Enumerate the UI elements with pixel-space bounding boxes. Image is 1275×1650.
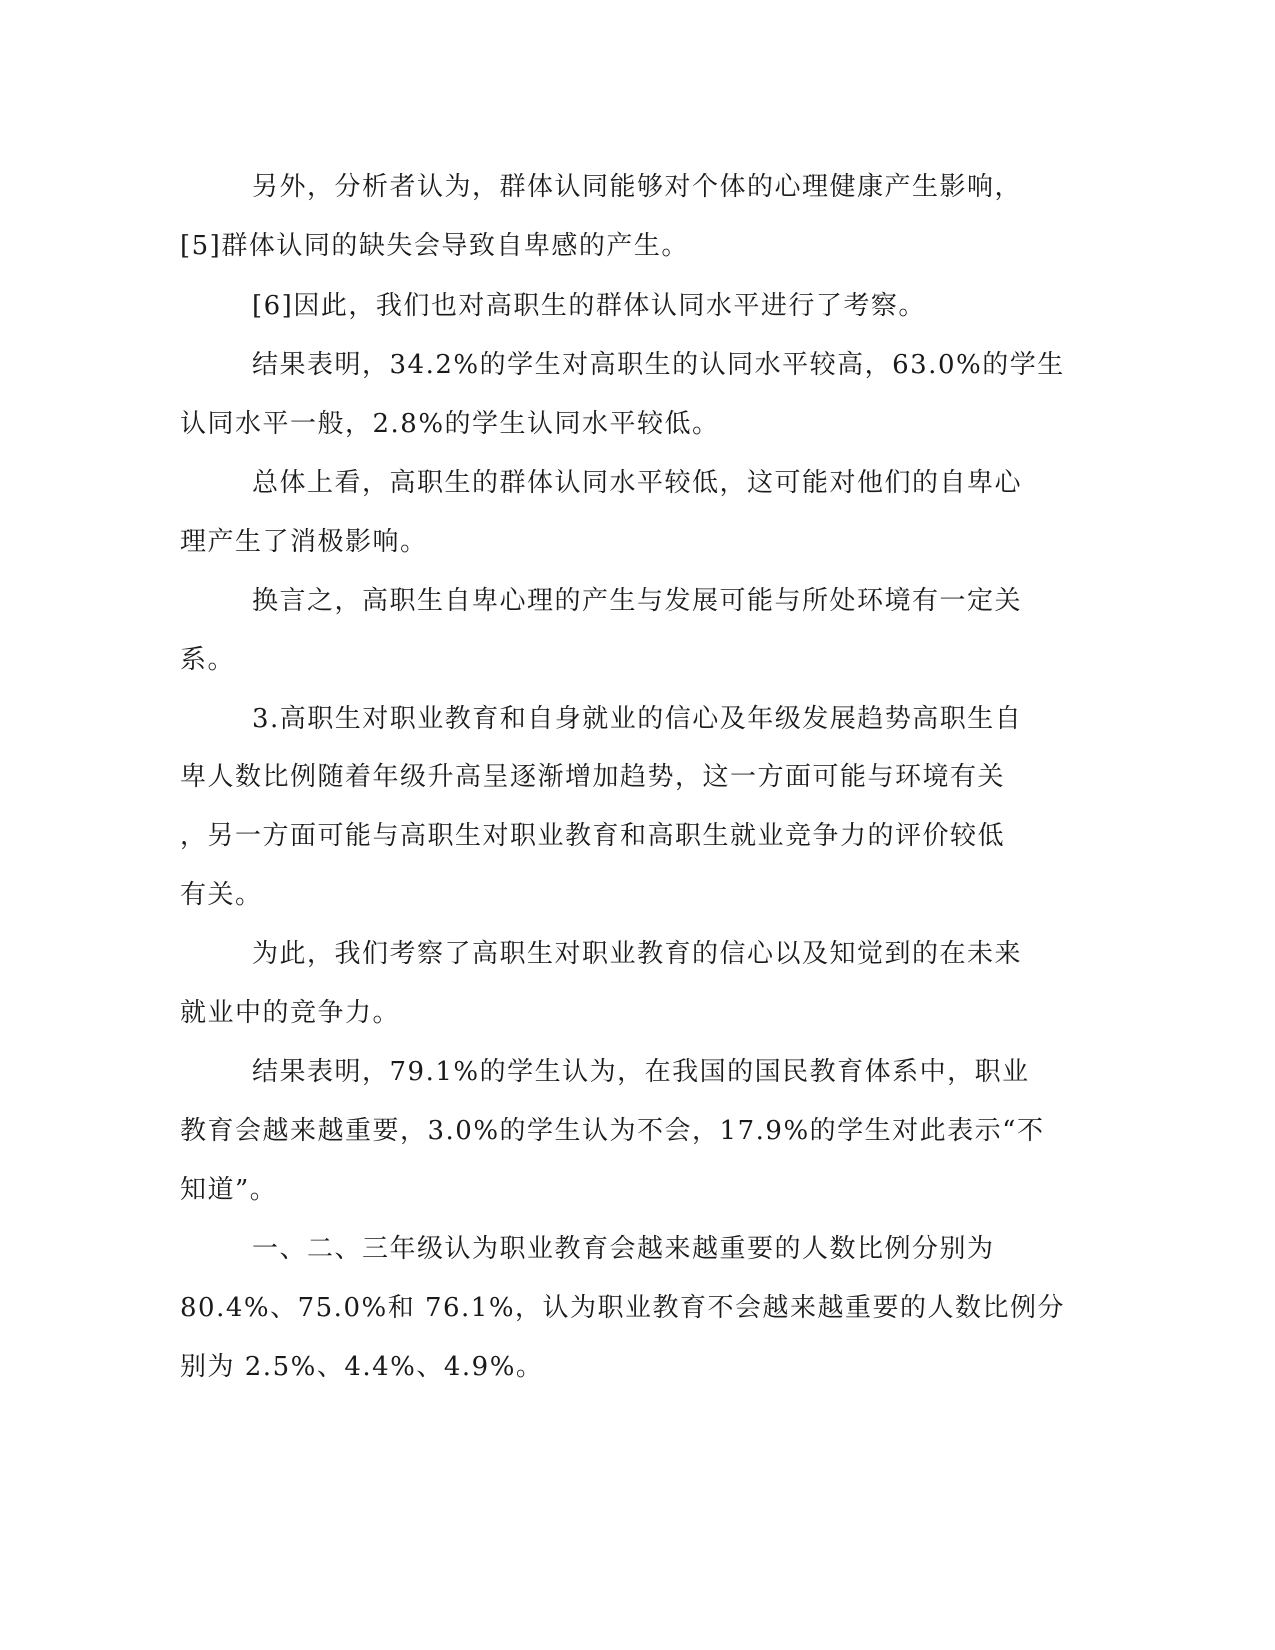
paragraph-line: 知道”。 [180, 1175, 278, 1205]
paragraph-line: 卑人数比例随着年级升高呈逐渐增加趋势，这一方面可能与环境有关 [180, 762, 1006, 792]
paragraph-line: 别为 2.5%、4.4%、4.9%。 [180, 1352, 544, 1382]
paragraph-line: 80.4%、75.0%和 76.1%，认为职业教育不会越来越重要的人数比例分 [180, 1293, 1066, 1323]
paragraph-line: 另外，分析者认为，群体认同能够对个体的心理健康产生影响， [252, 172, 1023, 202]
paragraph-line: 换言之，高职生自卑心理的产生与发展可能与所处环境有一定关 [252, 586, 1023, 616]
paragraph-line: 为此，我们考察了高职生对职业教育的信心以及知觉到的在未来 [252, 939, 1023, 969]
paragraph-line: 认同水平一般，2.8%的学生认同水平较低。 [180, 409, 720, 439]
paragraph-line: 理产生了消极影响。 [180, 527, 428, 557]
paragraph-line: 结果表明，79.1%的学生认为，在我国的国民教育体系中，职业 [252, 1057, 1030, 1087]
paragraph-line: 3.高职生对职业教育和自身就业的信心及年级发展趋势高职生自 [252, 704, 1023, 734]
paragraph-line: [6]因此，我们也对高职生的群体认同水平进行了考察。 [252, 291, 926, 321]
paragraph-line: 总体上看，高职生的群体认同水平较低，这可能对他们的自卑心 [252, 468, 1023, 498]
paragraph-line: 结果表明，34.2%的学生对高职生的认同水平较高，63.0%的学生 [252, 350, 1065, 380]
paragraph-line: 教育会越来越重要，3.0%的学生认为不会，17.9%的学生对此表示“不 [180, 1116, 1045, 1146]
paragraph-line: 一、二、三年级认为职业教育会越来越重要的人数比例分别为 [252, 1234, 995, 1264]
paragraph-line: [5]群体认同的缺失会导致自卑感的产生。 [180, 231, 689, 261]
paragraph-line: 系。 [180, 645, 236, 675]
paragraph-line: 就业中的竞争力。 [180, 998, 401, 1028]
paragraph-line: 有关。 [180, 880, 263, 910]
paragraph-line: ，另一方面可能与高职生对职业教育和高职生就业竞争力的评价较低 [180, 821, 1006, 851]
